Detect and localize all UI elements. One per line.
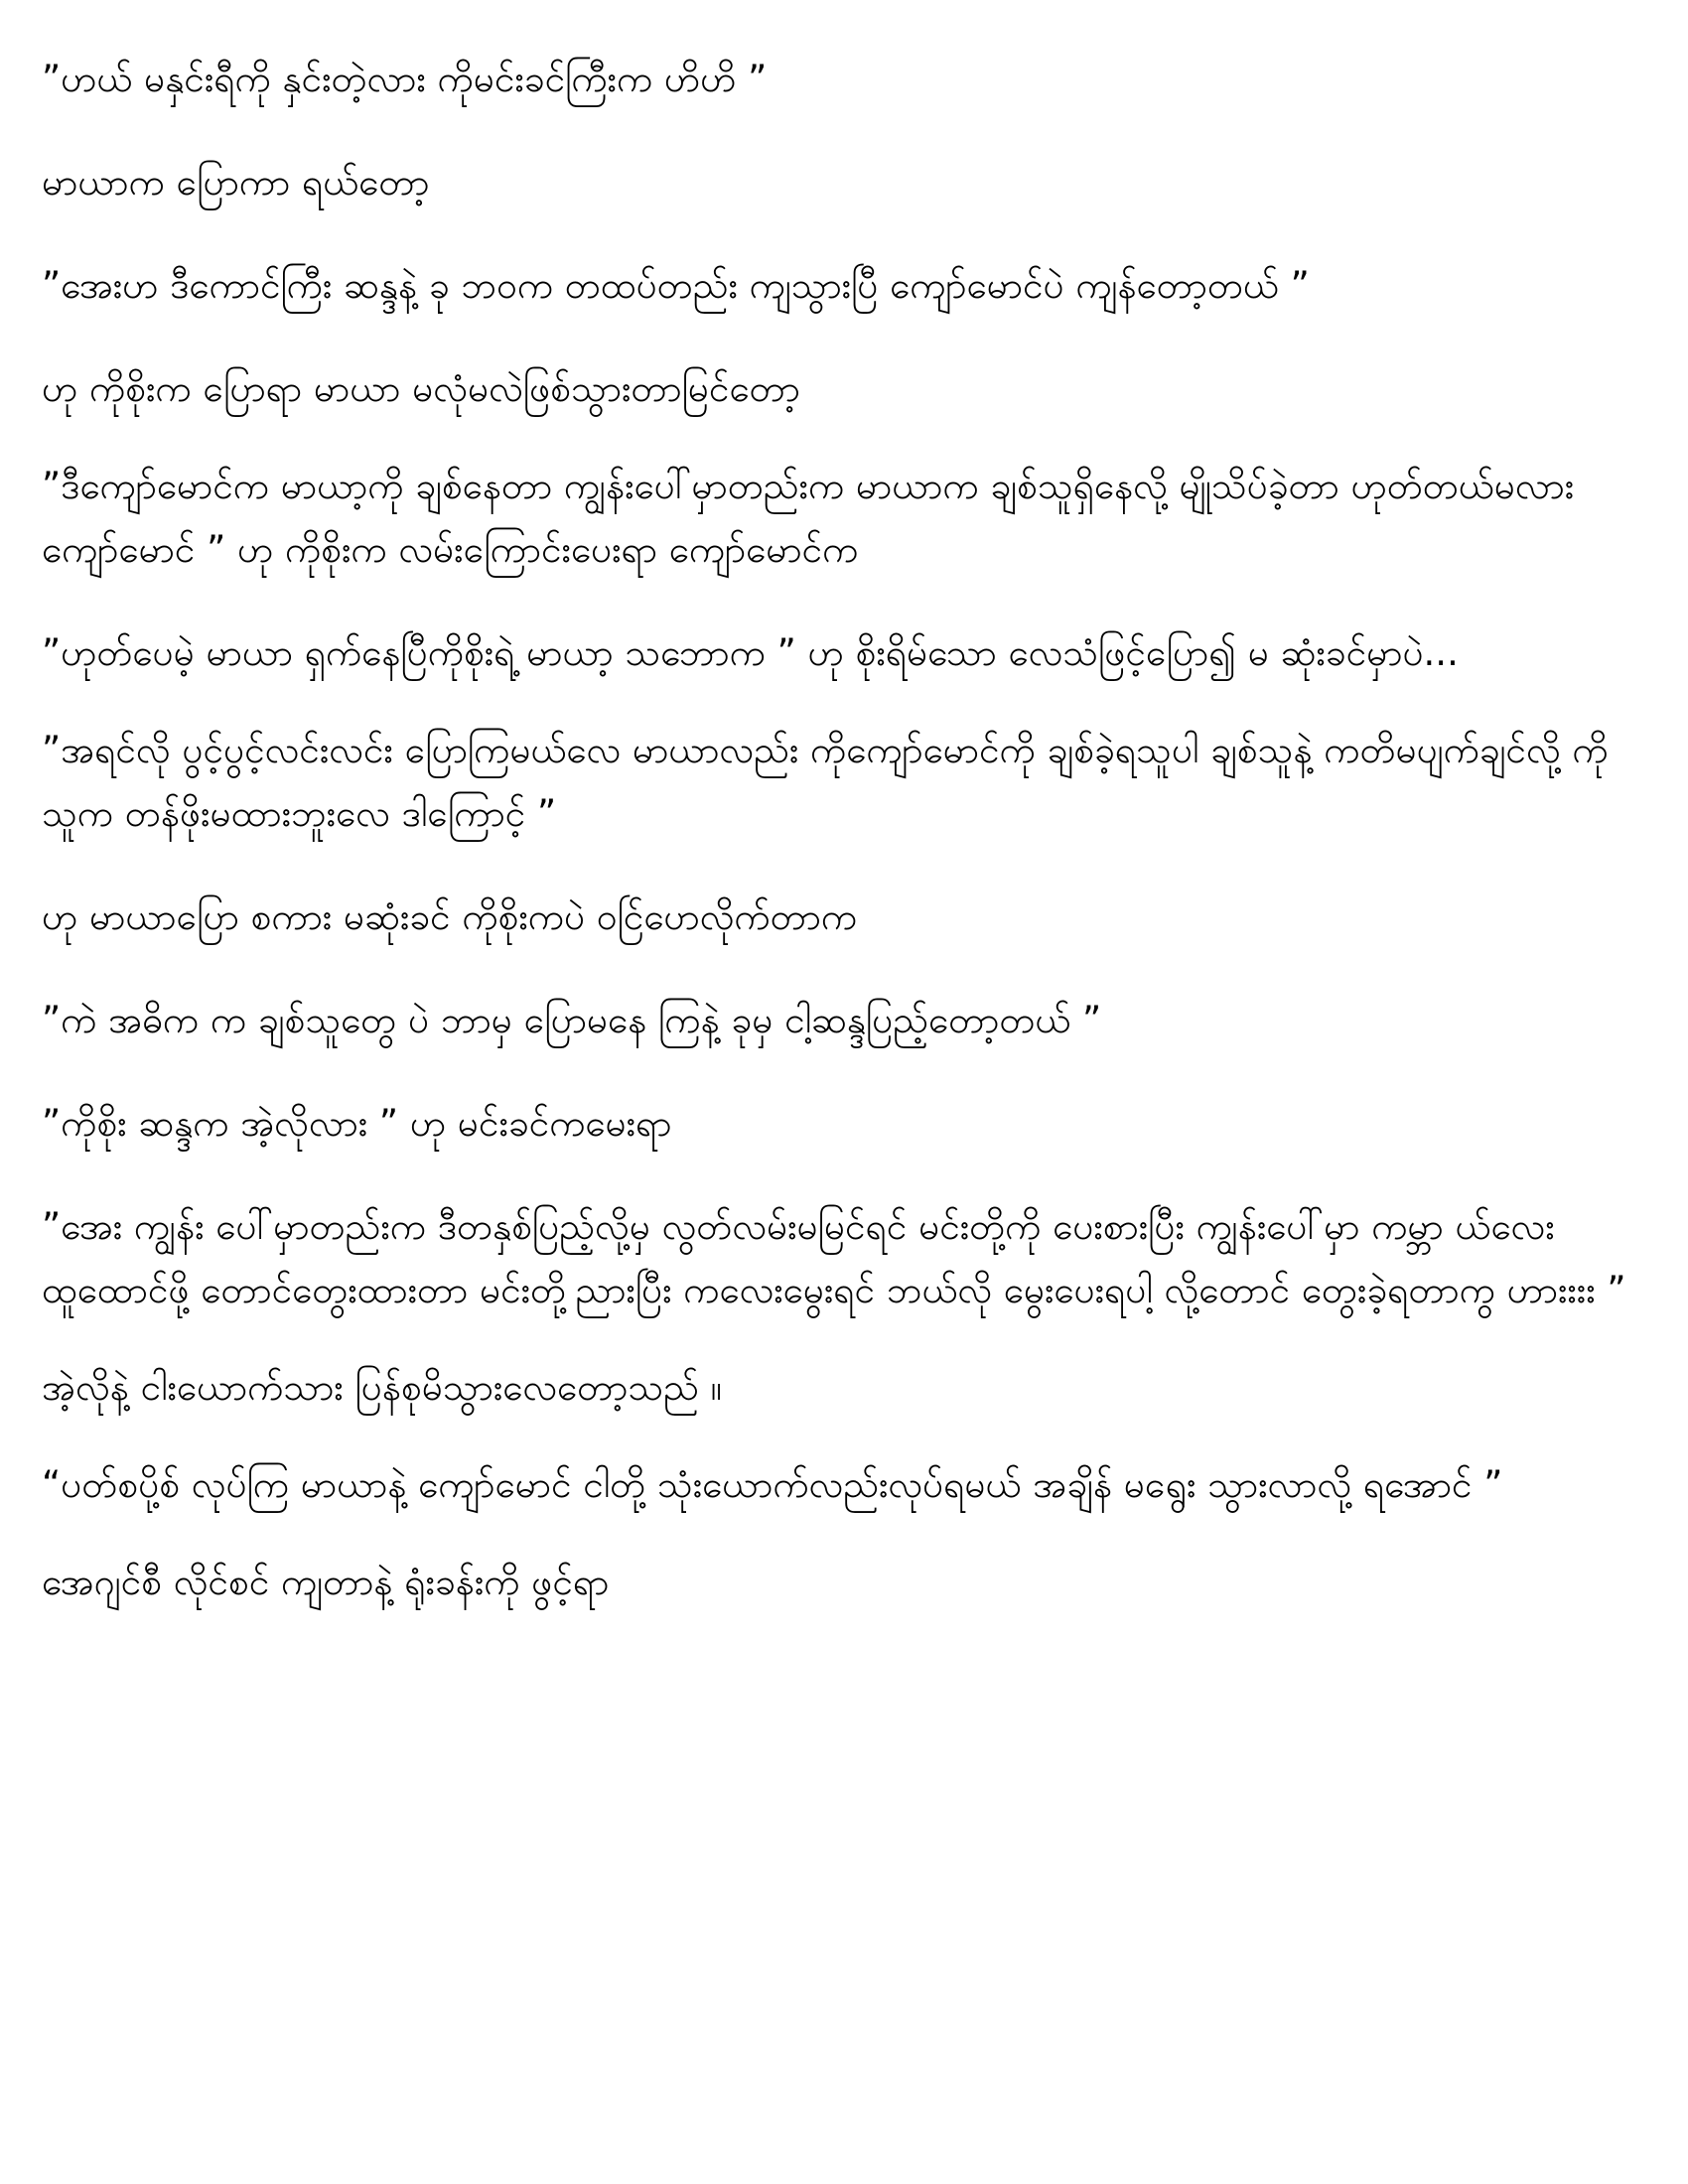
paragraph-10: ”ကိုစိုး ဆန္ဒက အဲ့လိုလား ” ဟု မင်းခင်ကမေးရာ xyxy=(42,1102,672,1145)
paragraph-9: ”ကဲ အဓိက က ချစ်သူတွေ ပဲ ဘာမှ ပြောမနေ ကြနဲ့ ခုမှ ငါ့ဆန္ဒပြည့်တော့တယ် ” xyxy=(42,999,1102,1041)
paragraph-6: ”ဟုတ်ပေမဲ့ မာယာ ရှက်နေပြီကိုစိုးရဲ့ မာယာ့ သဘောက ” ဟု စိုးရိမ်သော လေသံဖြင့်ပြော၍ မ ဆုံးခင်မှာပဲ... xyxy=(42,631,1459,674)
paragraph-13: “ပတ်စပို့စ် လုပ်ကြ မာယာနဲ့ ကျော်မောင် ငါတို့ သုံးယောက်လည်းလုပ်ရမယ် အချိန် မရွေး သွားလာလို့ ရအောင် ” xyxy=(42,1463,1503,1506)
paragraph-12: အဲ့လိုနဲ့ ငါးယောက်သား ပြန်စုမိသွားလေတော့သည် ။ xyxy=(42,1366,722,1409)
paragraph-8: ဟု မာယာပြော စကား မဆုံးခင် ကိုစိုးကပဲ ဝင်ြပောလိုက်တာက xyxy=(42,895,858,938)
paragraph-5: ”ဒီကျော်မောင်က မာယာ့ကို ချစ်နေတာ ကျွန်းပေါ်မှာတည်းက မာယာက ချစ်သူရှိနေလို့ မျိုသိပ်ခဲ့တာ ဟုတ်တယ်မလား ကျော်မောင် ” ဟု ကိုစိုးက လမ်းကြောင်းပေးရာ ကျော်မောင်က xyxy=(42,465,1575,571)
paragraph-7: ”အရင်လို ပွင့်ပွင့်လင်းလင်း ပြောကြမယ်လေ မာယာလည်း ကိုကျော်မောင်ကို ချစ်ခဲ့ရသူပါ ချစ်သူနဲ့ ကတိမပျက်ချင်လို့ ကို သူက တန်ဖိုးမထားဘူးလေ ဒါကြောင့် ” xyxy=(42,729,1609,835)
paragraph-3: ”အေးဟ ဒီကောင်ကြီး ဆန္ဒနဲ့ ခု ဘဝက တထပ်တည်း ကျသွားပြီ ကျော်မောင်ပဲ ကျန်တော့တယ် ” xyxy=(42,264,1310,307)
paragraph-4: ဟု ကိုစိုးက ပြောရာ မာယာ မလုံမလဲဖြစ်သွားတာမြင်တော့ xyxy=(42,367,800,410)
paragraph-2: မာယာက ပြောကာ ရယ်တော့ xyxy=(42,161,430,204)
paragraph-14: အေဂျင်စီ လိုင်စင် ကျတာနဲ့ ရုံးခန်းကို ဖွင့်ရာ xyxy=(42,1561,610,1603)
paragraph-1: ”ဟယ် မနှင်းရီကို နှင်းတဲ့လား ကိုမင်းခင်ကြီးက ဟိဟိ ” xyxy=(42,58,768,100)
paragraph-11: ”အေး ကျွန်း ပေါ်မှာတည်းက ဒီတနှစ်ပြည့်လို့မှ လွတ်လမ်းမမြင်ရင် မင်းတို့ကို ပေးစားပြီး ကျွန်းပေါ်မှာ ကမ္ဘာ ယ်လေး ထူထောင်ဖို့ တောင်တွေးထားတာ မင်းတို့ညားပြီး ကလေးမွေးရင် ဘယ်လို မွေးပေးရပါ့ လို့တောင် တွေးခဲ့ရတာကွ ဟားးးး ” xyxy=(42,1205,1626,1311)
